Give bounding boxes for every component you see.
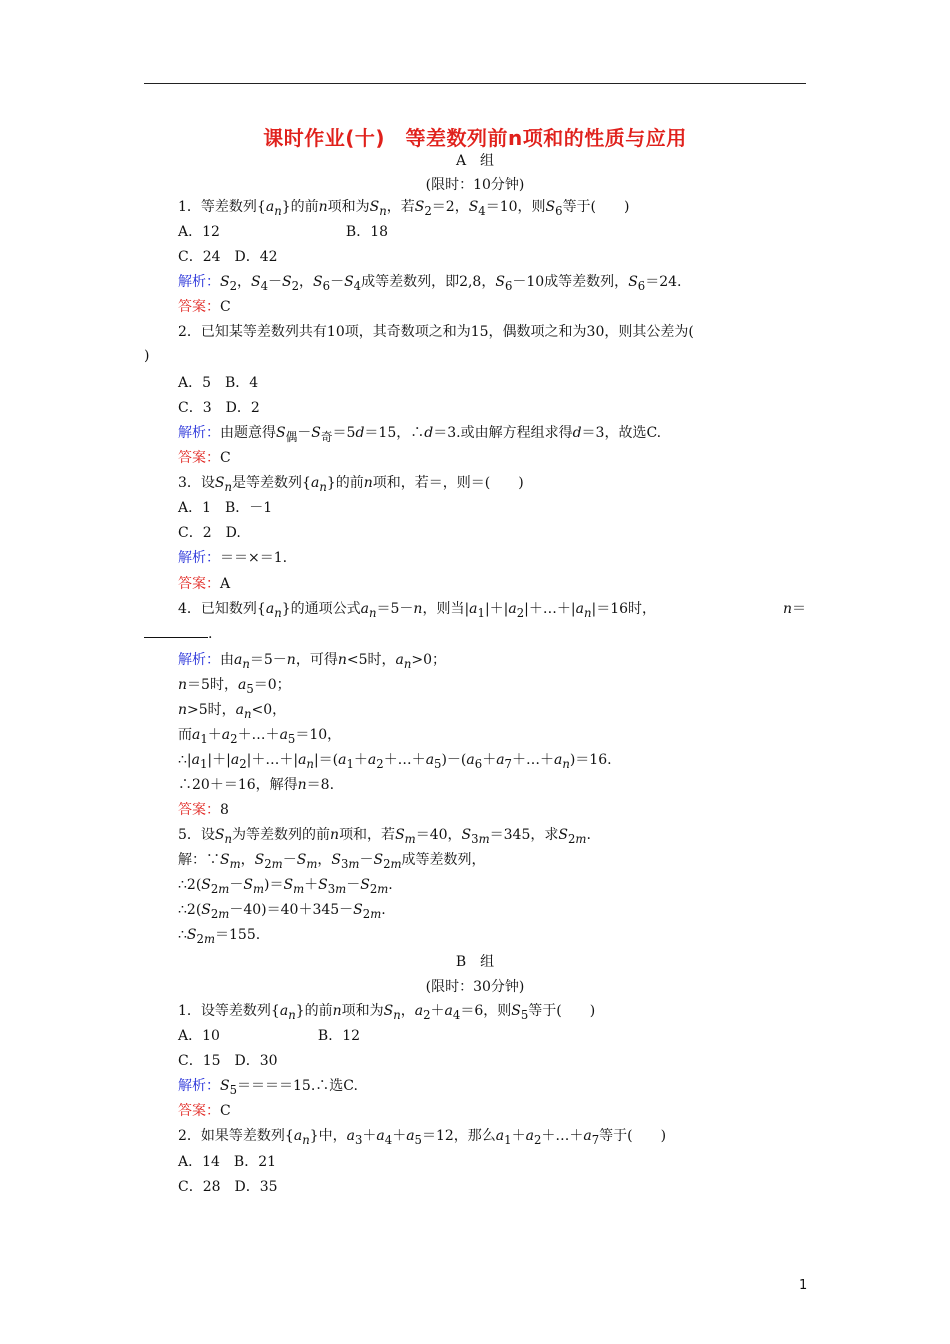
a-q4-analysis-2: n＝5时，$a_5=0$；	[178, 677, 291, 696]
answer-label: 答案：	[178, 299, 220, 315]
answer-label: 答案：	[178, 802, 220, 818]
a-q3-options-ab: A．1 B．－1	[178, 500, 273, 516]
analysis-label: 解析：	[178, 274, 220, 290]
page-number: 1	[799, 1278, 808, 1293]
a-q1-options-ab: A．12 B．18	[178, 224, 389, 240]
a-q4-analysis-1: 解析：由$a_n=5-n$，可得n<5时，$a_n>0$；	[178, 652, 447, 671]
a-q1-analysis: 解析：$S_2$，$S_4-S_2$，$S_6-S_4$成等差数列，即2,8，$S_6-10$成等差数列，$S_6=24$.	[178, 274, 682, 293]
a-q2-options-cd: C．3 D．2	[178, 400, 260, 416]
a-q2-options-ab: A．5 B．4	[178, 375, 259, 391]
b-q2-options-cd: C．28 D．35	[178, 1179, 278, 1195]
answer-label: 答案：	[178, 576, 220, 592]
group-a-heading: A 组	[455, 153, 495, 169]
a-q5-solution-2: $\therefore 2(S_{2m}-S_m)=S_m+S_{3m}-S_{2m}$.	[178, 877, 393, 896]
a-q2-text-cont: )	[144, 348, 150, 364]
answer-value: 8	[220, 802, 229, 818]
a-q4-analysis-3: n>5时，$a_n<0$，	[178, 702, 287, 721]
answer-value: C	[220, 450, 231, 466]
a-q5-text: 5．设$S_n$为等差数列的前n项和，若$S_m=40$，$S_{3m}=345$，求$S_{2m}$.	[178, 827, 591, 846]
answer-label: 答案：	[178, 1103, 220, 1119]
a-q4-answer	[178, 800, 229, 820]
answer-label: 答案：	[178, 450, 220, 466]
analysis-label: 解析：	[178, 1078, 220, 1094]
answer-blank	[144, 625, 208, 638]
a-q4-analysis-4: 而$a_1+a_2+\dots+a_5=10$，	[178, 727, 342, 746]
b-q1-answer	[178, 1101, 231, 1121]
a-q2-answer	[178, 448, 231, 468]
analysis-label: 解析：	[178, 652, 220, 668]
group-b-limit: (限时：30分钟)	[425, 979, 525, 995]
b-q1-analysis: 解析：$S_5====15.\therefore$选C.	[178, 1078, 358, 1097]
a-q5-solution-3: $\therefore 2(S_{2m}-40)=40+345-S_{2m}$.	[178, 902, 386, 921]
group-b-heading: B 组	[455, 954, 495, 970]
answer-value: C	[220, 1103, 231, 1119]
b-q1-options-cd: C．15 D．30	[178, 1053, 278, 1069]
answer-value: A	[220, 576, 231, 592]
header-rule	[144, 83, 806, 84]
a-q4-blank: .	[144, 625, 212, 642]
b-q2-options-ab: A．14 B．21	[178, 1154, 277, 1170]
a-q5-solution-1: 解：$\because S_m$，$S_{2m}-S_m$，$S_{3m}-S_{2m}$成等差数列，	[178, 852, 486, 871]
analysis-label: 解析：	[178, 425, 220, 441]
answer-value: C	[220, 299, 231, 315]
b-q1-text: 1．设等差数列$\{a_n\}$的前n项和为$S_n$，$a_2+a_4=6$，则$S_5$等于( )	[178, 1003, 596, 1022]
a-q1-options-cd: C．24 D．42	[178, 249, 278, 265]
a-q4-analysis-5: $\therefore|a_1|+|a_2|+\dots+|a_n|=(a_1+a_2+\dots+a_5)-(a_6+a_7+\dots+a_n)=16$.	[178, 752, 612, 771]
a-q3-analysis: 解析：＝＝×＝1.	[178, 550, 288, 566]
a-q2-analysis: 解析：由题意得$S_偶-S_奇=5d=15$，∴d＝3.或由解方程组求得d＝3，故选C.	[178, 425, 662, 444]
analysis-label: 解析：	[178, 550, 220, 566]
a-q3-text: 3．设$S_n$是等差数列$\{a_n\}$的前n项和，若＝，则＝( )	[178, 475, 524, 494]
a-q3-answer	[178, 574, 230, 594]
a-q4-analysis-6: ∴20＋＝16，解得n＝8.	[178, 777, 335, 793]
b-q2-text: 2．如果等差数列$\{a_n\}$中，$a_3+a_4+a_5=12$，那么$a_1+a_2+\dots+a_7$等于( )	[178, 1128, 667, 1147]
a-q3-options-cd: C．2 D.	[178, 525, 241, 541]
group-a-limit: (限时：10分钟)	[425, 177, 525, 193]
a-q5-solution-4: $\therefore S_{2m}=155$.	[178, 927, 261, 946]
a-q1-answer	[178, 297, 231, 317]
solution-label: 解：	[178, 852, 206, 868]
a-q1-text: 1．等差数列$\{a_n\}$的前n项和为$S_n$，若$S_2=2$，$S_4=10$，则$S_6$等于( )	[178, 199, 630, 218]
a-q4-text: 4．已知数列$\{a_n\}$的通项公式$a_n=5-n$，则当$|a_1|+|a_2|+\dots+|a_n|=16$时， n＝	[178, 601, 806, 620]
a-q2-text: 2．已知某等差数列共有10项，其奇数项之和为15，偶数项之和为30，则其公差为(	[178, 324, 694, 340]
page-title: 课时作业(十) 等差数列前n项和的性质与应用	[263, 126, 687, 150]
b-q1-options-ab: A．10 B．12	[178, 1028, 361, 1044]
